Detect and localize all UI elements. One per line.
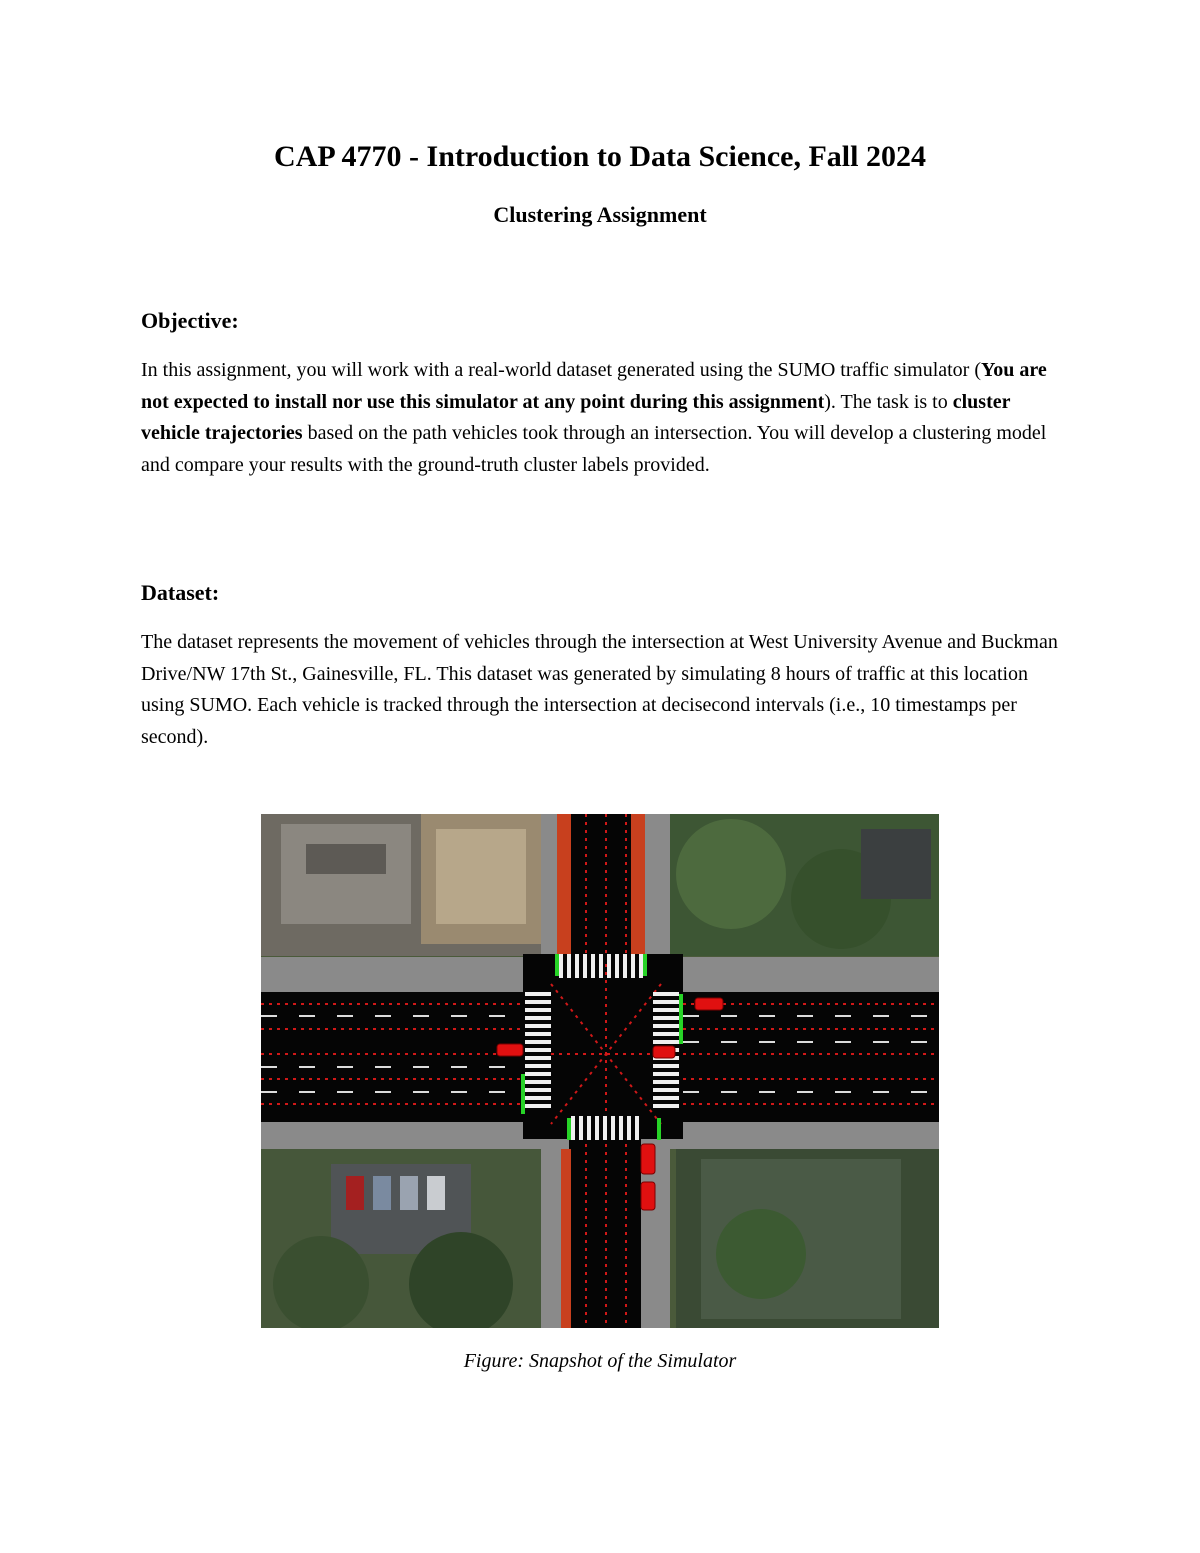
vehicle (653, 1046, 675, 1058)
objective-text-1: In this assignment, you will work with a real-world dataset generated using the SUMO traffic simulator ( (141, 359, 981, 381)
intersection-map (261, 814, 939, 1328)
vehicle (497, 1044, 523, 1056)
objective-paragraph (141, 355, 1061, 481)
bike-lane (561, 1149, 571, 1328)
page-subtitle: Clustering Assignment (493, 202, 707, 227)
page-title: CAP 4770 - Introduction to Data Science, Fall 2024 (274, 140, 926, 173)
rooftop-equipment (306, 844, 386, 874)
bike-lane (631, 814, 645, 954)
vehicle (641, 1182, 655, 1210)
tree (676, 819, 786, 929)
parked-car (427, 1176, 445, 1210)
crosswalk-west (525, 992, 551, 1108)
objective-text-3: based on the path vehicles took through an intersection. You will develop a clustering model and compare your results with the ground-truth cluster labels provided. (141, 422, 1047, 476)
simulator-snapshot (261, 814, 939, 1328)
tree (716, 1209, 806, 1299)
parked-car (346, 1176, 364, 1210)
building-roof-inner (436, 829, 526, 924)
dataset-paragraph: The dataset represents the movement of vehicles through the intersection at West University Avenue and Buckman Drive/NW 17th St., Gainesville, FL. This dataset was generated by simulating 8 hours of traffic at this location using SUMO. Each vehicle is tracked through the intersection at decisecond intervals (i.e., 10 timestamps per second). (141, 631, 1058, 748)
objective-text-2: ). The task is to (824, 390, 953, 413)
parking-area (861, 829, 931, 899)
objective-heading: Objective: (141, 308, 239, 333)
parked-car (373, 1176, 391, 1210)
figure-caption: Figure: Snapshot of the Simulator (463, 1350, 737, 1372)
crosswalk-south (571, 1116, 639, 1140)
vehicle (641, 1144, 655, 1174)
tree (273, 1236, 369, 1328)
objective-bold-1: You are not expected to install nor use this simulator at any point during this assignment (141, 359, 1047, 413)
vehicle (695, 998, 723, 1010)
dataset-heading: Dataset: (141, 580, 220, 605)
parked-car (400, 1176, 418, 1210)
objective-bold-2: cluster vehicle trajectories (141, 390, 1011, 444)
bike-lane (557, 814, 571, 954)
